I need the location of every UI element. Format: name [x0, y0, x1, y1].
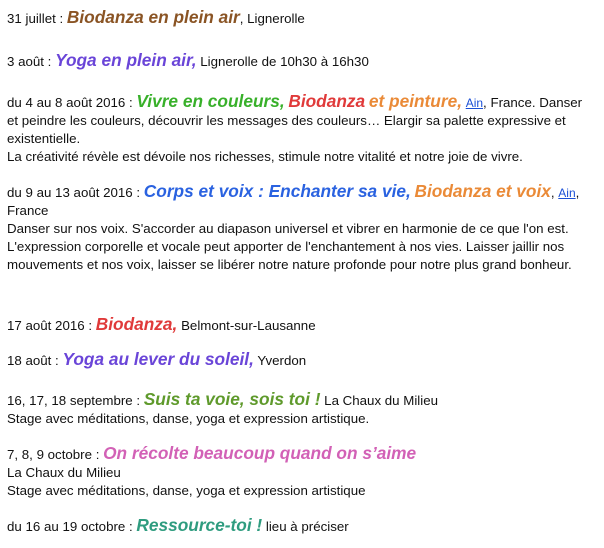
- event-description: Danser sur nos voix. S'accorder au diapason universel et vibrer en harmonie de ce que l'on est. L'expression corporelle et vocale peut apporter de l'enchantement à nos vies. Laisser jaillir nos mouvements et nos voix, laisser se libérer notre nature profonde pour notre plus grand bonheur.: [7, 221, 572, 272]
- event-title: Yoga au lever du soleil,: [62, 349, 254, 369]
- event-date: 17 août 2016 :: [7, 318, 93, 333]
- event-date: 18 août :: [7, 353, 59, 368]
- event-description: Stage avec méditations, danse, yoga et expression artistique.: [7, 411, 370, 426]
- event-date: 31 juillet :: [7, 11, 64, 26]
- event-place: La Chaux du Milieu: [7, 465, 121, 480]
- event-title: Suis ta voie, sois toi !: [143, 389, 321, 409]
- event-biodanza-plein-air: 31 juillet : Biodanza en plein air, Lignerolle: [7, 7, 305, 27]
- event-description-2: La créativité révèle est dévoile nos richesses, stimule notre vitalité et notre joie de vivre.: [7, 149, 523, 164]
- event-description: Stage avec méditations, danse, yoga et expression artistique: [7, 483, 366, 498]
- event-title: Biodanza,: [95, 314, 178, 334]
- event-date: du 4 au 8 août 2016 :: [7, 95, 133, 110]
- event-place: Lignerolle: [247, 11, 305, 26]
- event-vivre-en-couleurs: du 4 au 8 août 2016 : Vivre en couleurs, Biodanza et peinture, Ain, France. Danser et peindre les couleurs, découvrir les messages des couleurs… Elargir sa palette expressive et existentielle. La créativité révèle est dévoile nos richesses, stimule notre vitalité et notre joie de vivre.: [7, 91, 583, 164]
- event-title: Yoga en plein air,: [55, 50, 197, 70]
- ain-link[interactable]: Ain: [558, 186, 576, 200]
- event-place: France: [7, 203, 49, 218]
- event-yoga-plein-air: [7, 51, 592, 71]
- event-title-part2: Biodanza: [288, 91, 366, 111]
- event-ressource-toi: [7, 516, 592, 536]
- event-place: Yverdon: [257, 353, 307, 368]
- event-date: 7, 8, 9 octobre :: [7, 447, 100, 462]
- event-date: 16, 17, 18 septembre :: [7, 393, 141, 408]
- event-date: du 9 au 13 août 2016 :: [7, 185, 141, 200]
- event-date: du 16 au 19 octobre :: [7, 519, 133, 534]
- event-title: Ressource-toi !: [136, 515, 263, 535]
- event-description-1: France. Danser et peindre les couleurs, découvrir les messages des couleurs… Elargir sa palette expressive et existentielle.: [7, 95, 583, 146]
- event-place: Belmont-sur-Lausanne: [181, 318, 316, 333]
- event-suis-ta-voie: [7, 390, 592, 428]
- event-yoga-lever-soleil: [7, 350, 592, 370]
- event-title-part1: Vivre en couleurs,: [136, 91, 285, 111]
- event-title-part2: Biodanza et voix: [414, 181, 551, 201]
- event-title: Biodanza en plein air: [66, 7, 240, 27]
- event-place: Lignerolle de 10h30 à 16h30: [200, 54, 369, 69]
- event-title-part1: Corps et voix : Enchanter sa vie,: [143, 181, 411, 201]
- event-place: lieu à préciser: [265, 519, 349, 534]
- event-on-recolte: [7, 444, 592, 500]
- event-corps-et-voix: du 9 au 13 août 2016 : Corps et voix : Enchanter sa vie, Biodanza et voix, Ain, France Danser sur nos voix. S'accorder au diapason universel et vibrer en harmonie de ce que l'on est. L'expression corporelle et vocale peut apporter de l'enchantement à nos vies. Laisser jaillir nos mouvements et nos voix, laisser se libérer notre nature profonde pour notre plus grand bonheur.: [7, 181, 580, 272]
- event-biodanza-belmont: [7, 315, 592, 335]
- event-title: On récolte beaucoup quand on s’aime: [103, 443, 417, 463]
- event-date: 3 août :: [7, 54, 52, 69]
- event-title-part3: et peinture,: [368, 91, 462, 111]
- ain-link[interactable]: Ain: [465, 96, 484, 110]
- event-place: La Chaux du Milieu: [324, 393, 439, 408]
